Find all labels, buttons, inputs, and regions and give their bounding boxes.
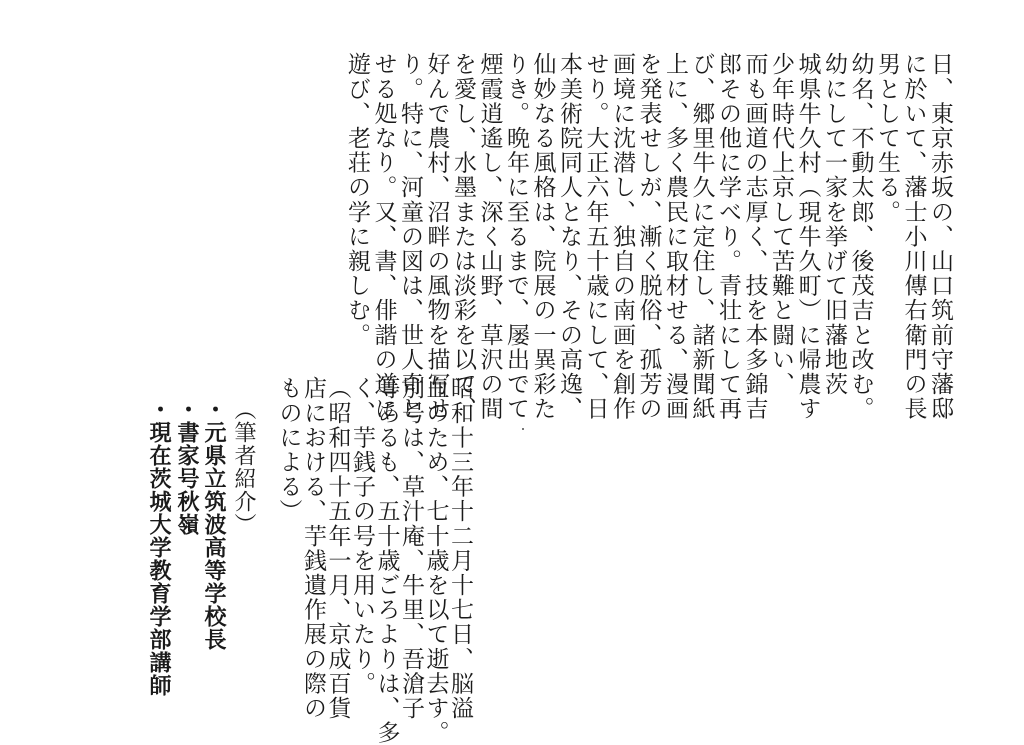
scan-speck xyxy=(522,428,524,430)
lower-text-column-6: （昭和四十五年一月、京成百貨 xyxy=(324,376,351,721)
upper-text-column-23: 遊び、老荘の学に親しむ。 xyxy=(344,52,370,348)
author-intro-heading: （筆者紹介） xyxy=(231,398,256,536)
lower-text-column-4: 等あるも、五十歳ごろよりは、多 xyxy=(373,376,400,745)
upper-text-column-4: 幼名、不動太郎、後茂吉と改む。 xyxy=(847,52,874,421)
upper-text-column-3: 男として生る。 xyxy=(874,52,900,225)
lower-text-column-8: ものによる） xyxy=(275,376,302,524)
upper-text-column-1: 日、東京赤坂の、山口筑前守藩邸 xyxy=(927,52,953,421)
upper-text-column-11: 上に、多く農民に取材せる、漫画 xyxy=(662,52,688,421)
lower-text-column-3: 別号は、草汁庵、牛里、吾滄子 xyxy=(398,376,424,721)
upper-text-column-7: 少年時代上京して苦難と闘い、 xyxy=(768,52,794,397)
upper-text-column-20: 好んで農村、沼畔の風物を描写せ xyxy=(423,52,450,421)
upper-text-column-12: を発表せしが、漸く脱俗、孤芳の xyxy=(635,52,662,421)
upper-text-column-17: りき。晩年に至るまで、屡出でて xyxy=(503,52,529,421)
lower-text-column-5: く、芋銭子の号を用いたり。 xyxy=(349,376,375,696)
upper-text-column-18: 煙霞逍遙し、深く山野、草沢の間 xyxy=(476,52,503,421)
lower-text-column-7: 店における、芋銭遺作展の際の xyxy=(300,376,326,721)
upper-text-column-2: に於いて、藩士小川傳右衛門の長 xyxy=(900,52,927,421)
upper-text-column-5: 幼にして一家を挙げて旧藩地茨 xyxy=(821,52,847,397)
upper-text-column-15: 本美術院同人となり、その高逸、 xyxy=(556,52,582,421)
lower-text-column-2: 血のため、七十歳を以て逝去す。 xyxy=(422,376,449,745)
upper-text-column-13: 画境に沈潜し、独自の南画を創作 xyxy=(609,52,635,421)
lower-text-column-1: 昭和十三年十二月十七日、脳溢 xyxy=(447,376,473,721)
upper-text-column-8: 而も画道の志厚く、技を本多錦吉 xyxy=(741,52,768,421)
author-line-pen-name: ・書家号秋嶺 xyxy=(174,398,200,536)
upper-text-column-22: せる処なり。又、書、俳諧の道に xyxy=(370,52,397,421)
upper-text-column-14: せり。大正六年五十歳にして、日 xyxy=(582,52,609,421)
upper-text-column-9: 郎その他に学べり。青壮にして再 xyxy=(715,52,741,421)
upper-text-column-6: 城県牛久村（現牛久町）に帰農す xyxy=(794,52,821,421)
upper-text-column-21: り。特に、河童の図は、世人奇と xyxy=(397,52,423,421)
upper-text-column-10: び、郷里牛久に定住し、諸新聞紙 xyxy=(688,52,715,421)
author-line-former-principal: ・元県立筑波高等学校長 xyxy=(201,398,227,651)
upper-text-column-19: を愛し、水墨または淡彩を以て、 xyxy=(450,52,476,421)
upper-text-column-16: 仙妙なる風格は、院展の一異彩た xyxy=(529,52,556,421)
author-line-current-lecturer: ・現在茨城大学教育学部講師 xyxy=(146,398,172,697)
